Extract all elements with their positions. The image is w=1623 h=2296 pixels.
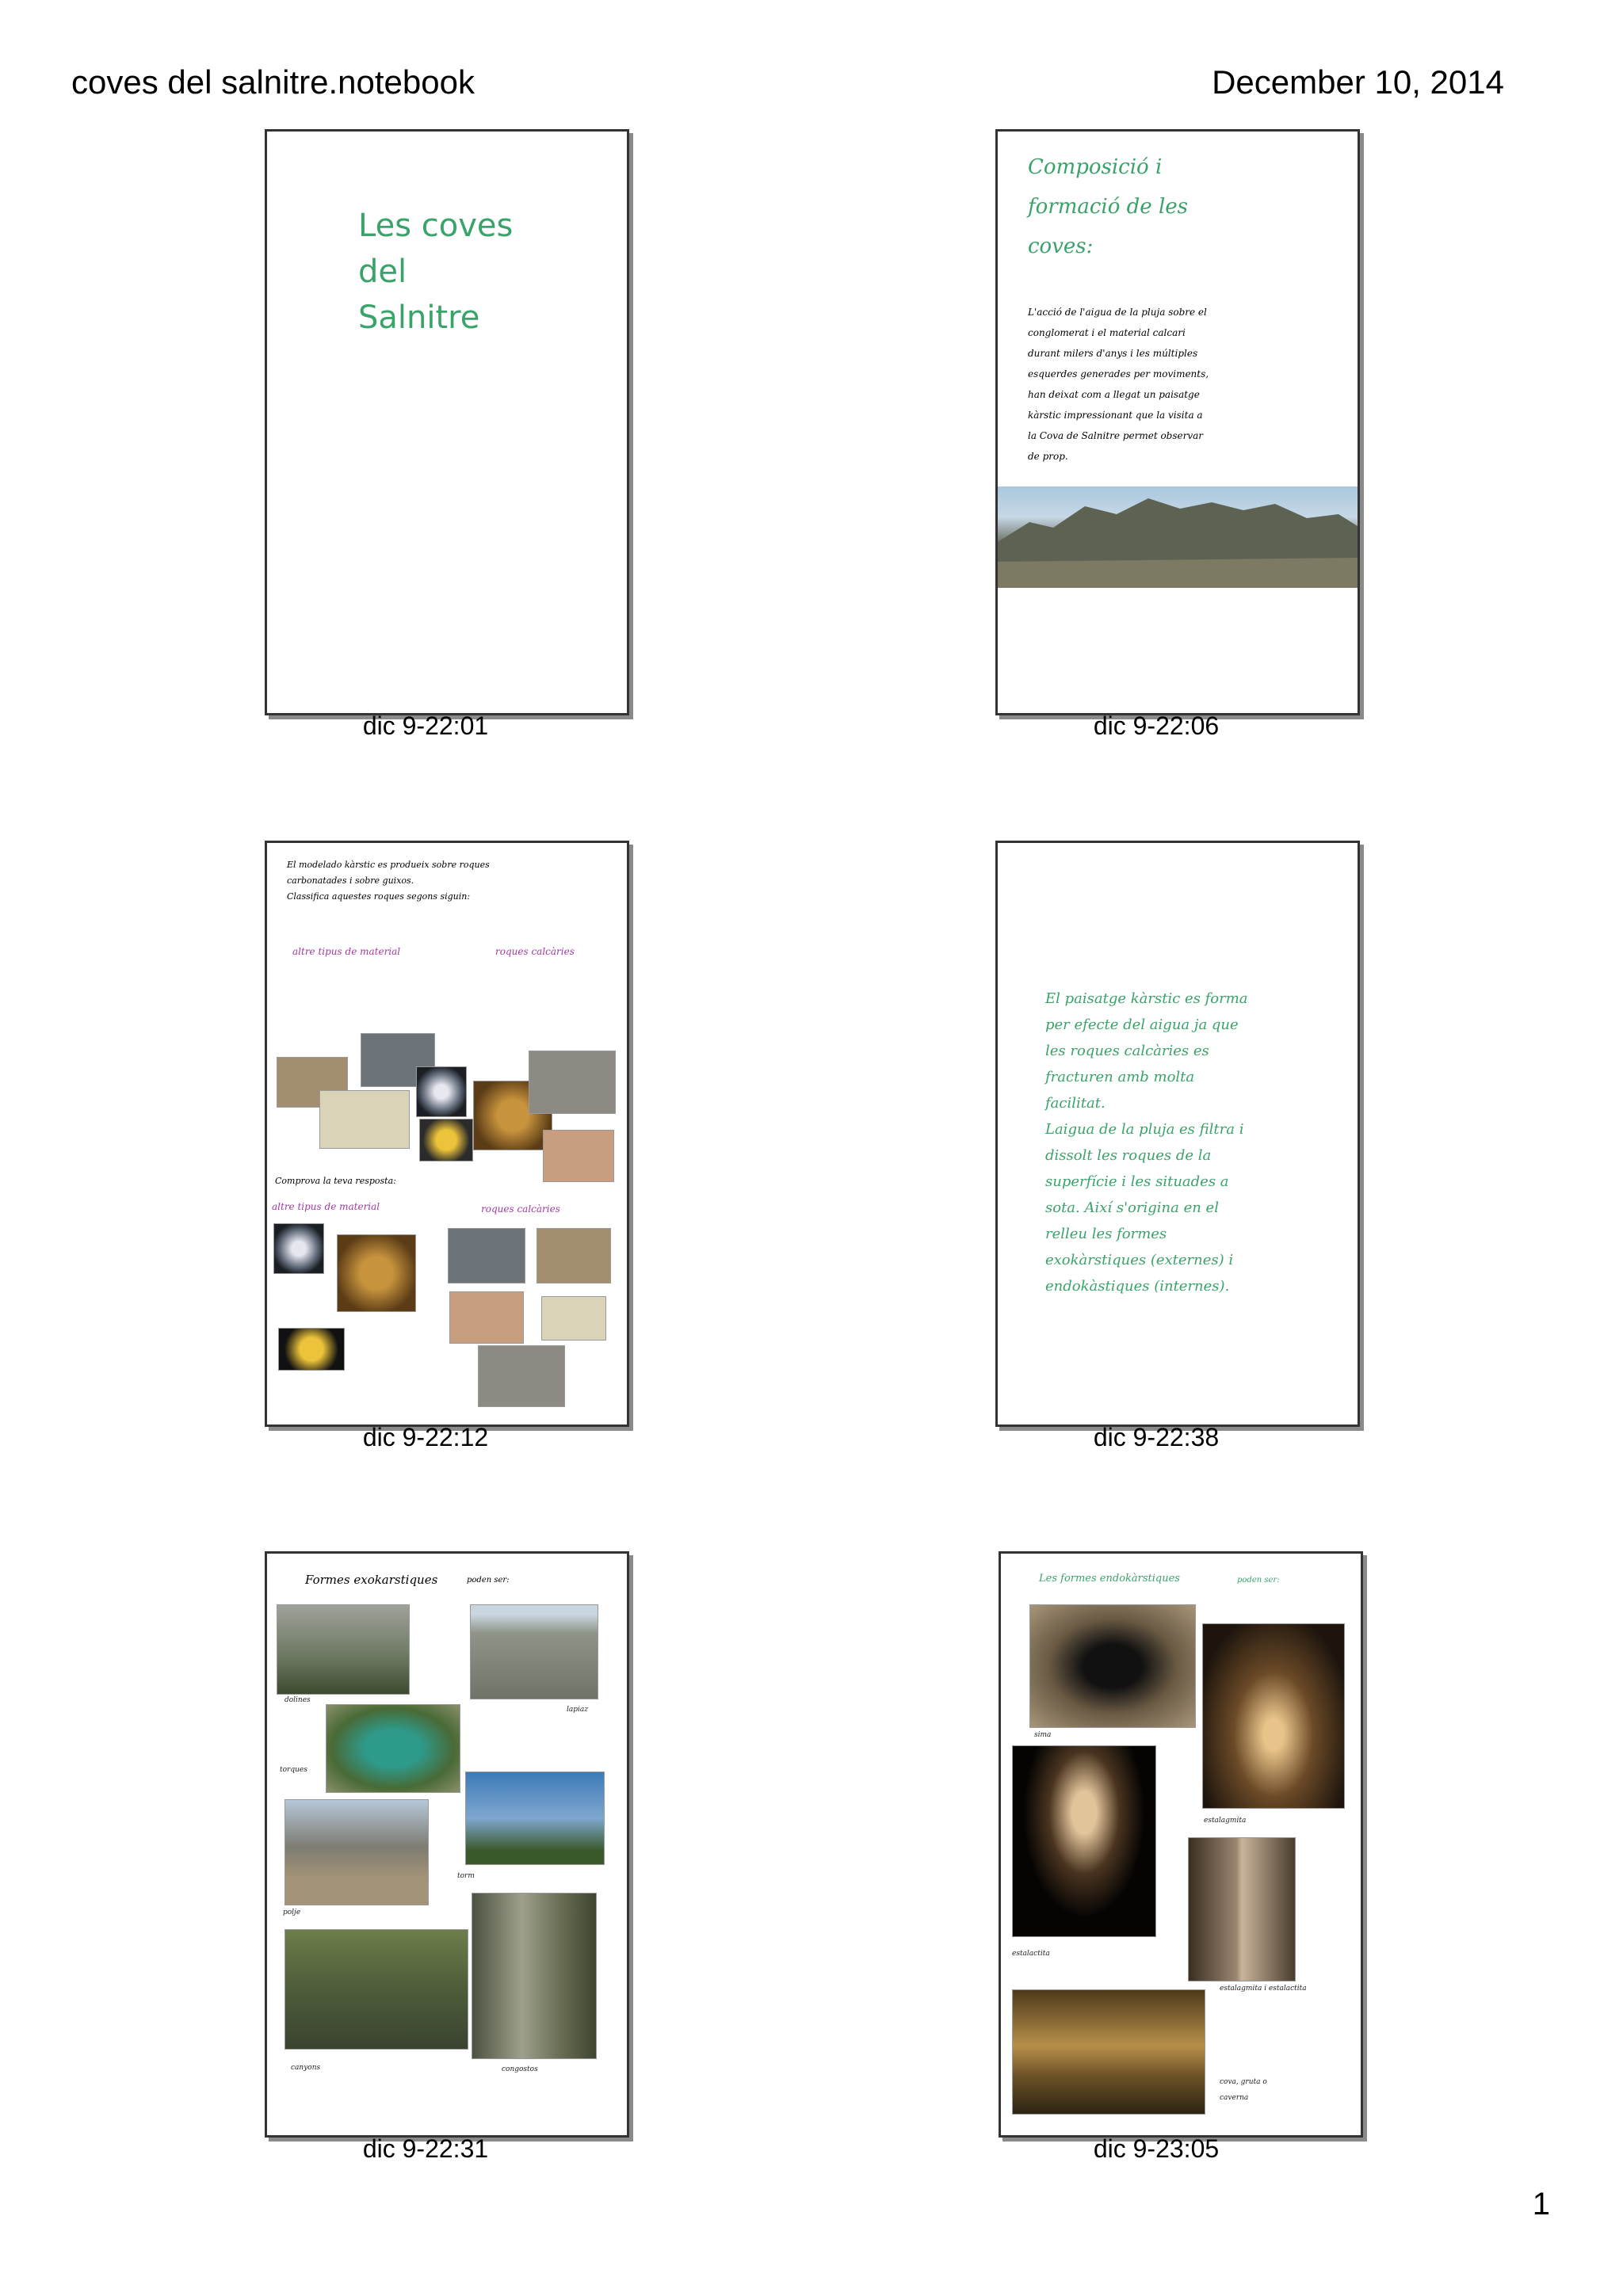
category-label: roques calcàries	[481, 1203, 560, 1215]
body-line: durant milers d'anys i les múltiples	[1028, 348, 1198, 359]
caption: lapiaz	[567, 1706, 588, 1714]
rock-photo[interactable]	[537, 1228, 611, 1283]
document-date: December 10, 2014	[1212, 63, 1504, 101]
columna-photo[interactable]	[1188, 1837, 1296, 1981]
body-line: de prop.	[1028, 451, 1068, 462]
mountain-photo	[998, 486, 1358, 588]
cova-photo[interactable]	[1012, 1989, 1205, 2115]
estalactita-photo[interactable]	[1012, 1745, 1156, 1937]
caption: sima	[1034, 1731, 1052, 1739]
slide-subtitle: poden ser:	[467, 1576, 510, 1585]
category-label: altre tipus de material	[292, 946, 401, 957]
body-line: esquerdes generades per moviments,	[1028, 368, 1209, 379]
caption: estalagmita i estalactita	[1220, 1985, 1307, 1993]
rock-photo[interactable]	[541, 1296, 606, 1341]
document-title: coves del salnitre.notebook	[71, 63, 475, 101]
body-line: fracturen amb molta	[1045, 1069, 1195, 1085]
slide-intro	[287, 857, 490, 905]
slide-thumbnail-1[interactable]	[265, 129, 629, 715]
intro-line: El modelado kàrstic es produeix sobre roques	[287, 860, 490, 870]
body-line: les roques calcàries es	[1045, 1043, 1209, 1059]
title-line: Composició i	[1028, 155, 1163, 179]
slide-title: Les formes endokàrstiques	[1039, 1573, 1180, 1585]
slide-timestamp: dic 9-22:12	[362, 1423, 489, 1451]
body-line: relleu les formes	[1045, 1226, 1167, 1242]
body-line: per efecte del aigua ja que	[1045, 1016, 1239, 1033]
canyon-photo[interactable]	[285, 1929, 468, 2050]
intro-line: Classifica aquestes roques segons siguin:	[287, 891, 471, 902]
slide-thumbnail-4[interactable]	[995, 841, 1360, 1427]
caption: cova, gruta o	[1220, 2078, 1267, 2086]
torm-photo[interactable]	[465, 1772, 605, 1865]
gold-photo[interactable]	[419, 1119, 473, 1161]
rock-photo[interactable]	[448, 1228, 525, 1283]
body-line: exokàrstiques (externes) i	[1045, 1252, 1234, 1268]
doline-photo[interactable]	[277, 1604, 410, 1695]
slide-timestamp: dic 9-23:05	[1093, 2134, 1220, 2163]
caption: torm	[457, 1872, 475, 1880]
body-line: Laigua de la pluja es filtra i	[1045, 1121, 1244, 1138]
category-label: roques calcàries	[495, 946, 575, 957]
slide-thumbnail-3[interactable]	[265, 841, 629, 1427]
sima-photo[interactable]	[1029, 1604, 1196, 1728]
rock-photo[interactable]	[529, 1051, 616, 1114]
rock-photo[interactable]	[543, 1130, 614, 1182]
slide-thumbnail-2[interactable]	[995, 129, 1360, 715]
caption: caverna	[1220, 2094, 1249, 2102]
caption: dolines	[285, 1696, 311, 1704]
body-line: L'acció de l'aigua de la pluja sobre el	[1028, 307, 1207, 318]
check-text: Comprova la teva resposta:	[275, 1176, 396, 1186]
title-line: coves:	[1028, 235, 1094, 258]
title-line: Les coves	[358, 208, 514, 244]
rock-photo[interactable]	[478, 1345, 565, 1407]
caption: canyons	[291, 2064, 321, 2072]
gold-photo[interactable]	[278, 1328, 345, 1371]
slide-title	[1028, 147, 1188, 266]
slide-title: Formes exokarstiques	[305, 1573, 438, 1587]
caption: estalactita	[1012, 1950, 1050, 1958]
category-label: altre tipus de material	[272, 1201, 380, 1212]
body-line: la Cova de Salnitre permet observar	[1028, 430, 1204, 441]
slide-timestamp: dic 9-22:31	[362, 2134, 489, 2163]
body-line: facilitat.	[1045, 1095, 1106, 1112]
slide-body	[1045, 986, 1248, 1299]
body-line: kàrstic impressionant que la visita a	[1028, 410, 1203, 421]
slide-body	[1028, 302, 1209, 467]
intro-line: carbonatades i sobre guixos.	[287, 875, 414, 886]
caption: torques	[280, 1766, 307, 1774]
rock-photo[interactable]	[449, 1291, 524, 1344]
congost-photo[interactable]	[472, 1893, 597, 2059]
title-line: Salnitre	[358, 299, 480, 336]
body-line: endokàstiques (internes).	[1045, 1278, 1230, 1295]
body-line: sota. Així s'origina en el	[1045, 1199, 1219, 1216]
slide-timestamp: dic 9-22:01	[362, 711, 489, 740]
slide-title	[358, 203, 513, 341]
torca-photo[interactable]	[326, 1704, 460, 1793]
slide-thumbnail-5[interactable]	[265, 1551, 629, 2138]
lapiaz-photo[interactable]	[470, 1604, 598, 1699]
caption: polje	[283, 1909, 301, 1917]
estalagmita-photo[interactable]	[1202, 1623, 1345, 1809]
body-line: El paisatge kàrstic es forma	[1045, 990, 1248, 1007]
page-number: 1	[1532, 2187, 1550, 2222]
slide-subtitle: poden ser:	[1237, 1576, 1280, 1585]
slide-thumbnail-6[interactable]	[999, 1551, 1363, 2138]
title-line: formació de les	[1028, 195, 1188, 219]
rock-photo[interactable]	[319, 1090, 410, 1149]
caption: congostos	[502, 2065, 538, 2073]
body-line: dissolt les roques de la	[1045, 1147, 1212, 1164]
agate-photo[interactable]	[273, 1223, 324, 1274]
polje-photo[interactable]	[285, 1799, 429, 1905]
agate-photo[interactable]	[416, 1066, 467, 1117]
slide-timestamp: dic 9-22:06	[1093, 711, 1220, 740]
title-line: del	[358, 254, 407, 290]
body-line: han deixat com a llegat un paisatge	[1028, 389, 1200, 400]
caption: estalagmita	[1204, 1817, 1247, 1825]
body-line: conglomerat i el material calcari	[1028, 327, 1186, 338]
slide-timestamp: dic 9-22:38	[1093, 1423, 1220, 1451]
pyrite-photo[interactable]	[337, 1234, 416, 1312]
body-line: superfície i les situades a	[1045, 1173, 1229, 1190]
